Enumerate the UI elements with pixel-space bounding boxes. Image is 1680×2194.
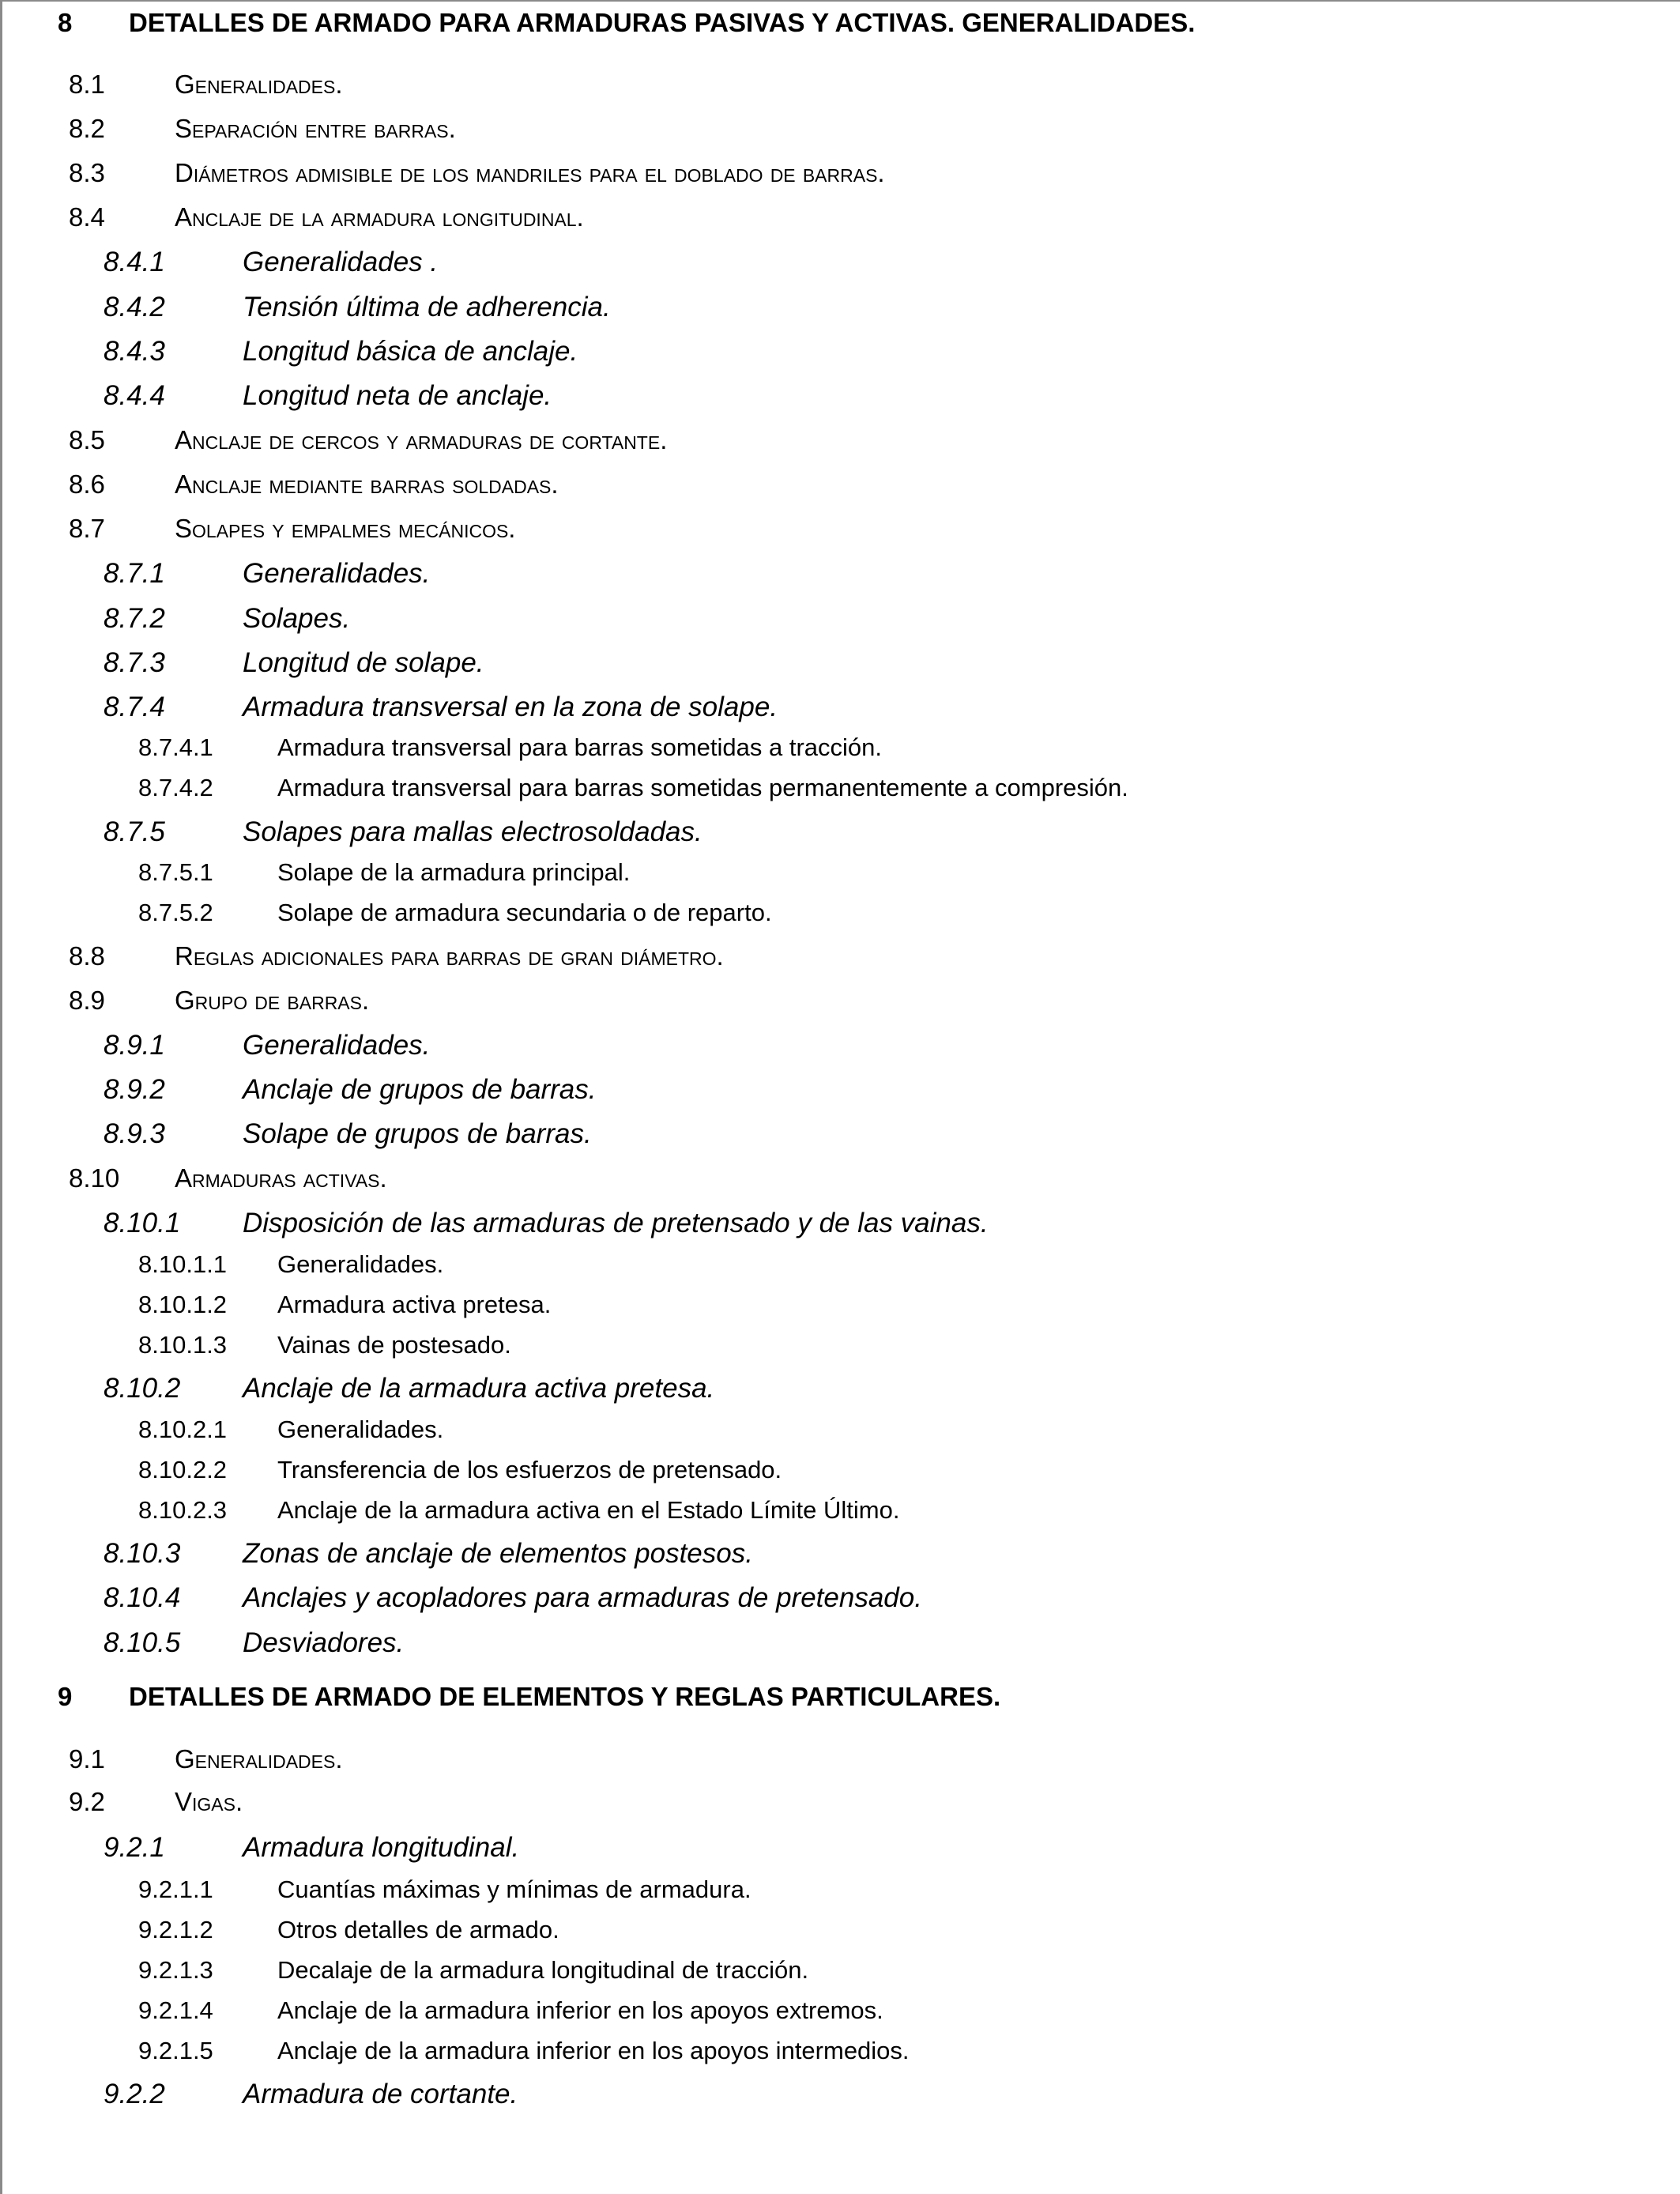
toc-entry-number: 8.4.1: [104, 247, 165, 277]
toc-entry-title: Reglas adicionales para barras de gran diámetro.: [175, 941, 724, 971]
toc-entry-number: 8.4.2: [104, 292, 165, 322]
toc-entry-title: Anclaje de la armadura longitudinal.: [175, 202, 584, 232]
toc-entry-number: 8.10.1.3: [138, 1331, 228, 1359]
toc-entry-title: Separación entre barras.: [175, 114, 456, 143]
toc-entry-title: Armadura transversal para barras sometidas a tracción.: [277, 733, 882, 761]
toc-entry-title: Diámetros admisible de los mandriles para el doblado de barras.: [175, 158, 885, 187]
toc-entry-number: 8.10.1: [104, 1208, 181, 1238]
toc-entry-number: 9.2.2: [104, 2079, 165, 2109]
toc-entry-number: 8.4.3: [104, 336, 165, 367]
toc-entry-number: 8.9.1: [104, 1030, 165, 1061]
toc-entry-number: 9.2: [69, 1787, 105, 1816]
toc-entry-title: Anclaje de la armadura inferior en los apoyos extremos.: [277, 1996, 883, 2024]
toc-entry-title: Vigas.: [175, 1787, 243, 1816]
toc-entry-title: Anclaje de la armadura activa en el Estado Límite Último.: [277, 1496, 900, 1524]
toc-entry-number: 8.4.4: [104, 380, 165, 411]
toc-entry-title: Generalidades.: [277, 1250, 444, 1278]
toc-entry-title: Desviadores.: [243, 1627, 405, 1658]
toc-entry-title: Armadura longitudinal.: [243, 1832, 520, 1863]
toc-entry-number: 8.1: [69, 70, 105, 99]
toc-entry-title: Decalaje de la armadura longitudinal de tracción.: [277, 1956, 809, 1984]
toc-entry-title: Anclaje de la armadura inferior en los apoyos intermedios.: [277, 2037, 910, 2064]
toc-entry-number: 8.9.2: [104, 1074, 165, 1105]
toc-entry-number: 9: [58, 1682, 73, 1711]
toc-entry-title: Tensión última de adherencia.: [243, 292, 611, 322]
toc-entry-title: Otros detalles de armado.: [277, 1916, 559, 1943]
toc-entry-number: 8.10: [69, 1163, 120, 1193]
toc-entry-number: 8.7.4: [104, 692, 165, 722]
toc-entry-number: 9.2.1.1: [138, 1875, 213, 1903]
toc-entry-number: 8.4: [69, 202, 105, 232]
toc-entry-number: 8.7.1: [104, 558, 165, 589]
toc-entry-number: 8.10.2.1: [138, 1416, 228, 1443]
toc-entry-number: 8.8: [69, 941, 105, 971]
toc-entry-title: Anclaje de la armadura activa pretesa.: [243, 1373, 715, 1404]
toc-entry-title: Generalidades .: [243, 247, 439, 277]
toc-entry-title: Armadura transversal para barras sometidas permanentemente a compresión.: [277, 774, 1128, 801]
toc-entry-number: 8.10.2.3: [138, 1496, 228, 1524]
toc-entry-number: 9.2.1.2: [138, 1916, 213, 1943]
toc-entry-title: Solape de la armadura principal.: [277, 858, 631, 886]
toc-entry-title: Generalidades.: [277, 1416, 444, 1443]
toc-entry-title: Solapes y empalmes mecánicos.: [175, 514, 516, 543]
toc-entry-number: 8.10.1.1: [138, 1250, 228, 1278]
toc-entry-title: Armaduras activas.: [175, 1163, 387, 1193]
toc-entry-title: Solape de armadura secundaria o de reparto.: [277, 899, 772, 926]
toc-entry-title: Anclajes y acopladores para armaduras de pretensado.: [243, 1582, 922, 1613]
toc-entry-number: 8.7.3: [104, 647, 165, 678]
toc-entry-title: Generalidades.: [243, 558, 431, 589]
toc-entry-number: 8.2: [69, 114, 105, 143]
toc-entry-title: Zonas de anclaje de elementos postesos.: [243, 1538, 753, 1569]
toc-entry-title: Solape de grupos de barras.: [243, 1118, 592, 1149]
toc-entry-title: Longitud básica de anclaje.: [243, 336, 578, 367]
toc-entry-number: 9.2.1.4: [138, 1996, 213, 2024]
toc-entry-number: 8.7.2: [104, 603, 165, 634]
toc-entry-number: 8.7: [69, 514, 105, 543]
toc-entry-number: 9.2.1.5: [138, 2037, 213, 2064]
toc-entry-number: 8.7.4.2: [138, 774, 213, 801]
toc-entry-number: 8.10.2.2: [138, 1456, 228, 1483]
toc-entry-number: 8.10.3: [104, 1538, 181, 1569]
toc-entry-title: Longitud de solape.: [243, 647, 484, 678]
toc-entry-title: Solapes para mallas electrosoldadas.: [243, 816, 703, 847]
toc-entry-title: Generalidades.: [175, 1744, 343, 1774]
toc-entry-title: Cuantías máximas y mínimas de armadura.: [277, 1875, 751, 1903]
toc-entry-title: DETALLES DE ARMADO DE ELEMENTOS Y REGLAS PARTICULARES.: [129, 1682, 1001, 1711]
toc-entry-number: 8.9: [69, 986, 105, 1015]
toc-entry-title: Armadura de cortante.: [243, 2079, 518, 2109]
toc-entry-number: 8.7.5.2: [138, 899, 213, 926]
toc-entry-number: 8.3: [69, 158, 105, 187]
toc-entry-number: 8.10.1.2: [138, 1291, 228, 1318]
toc-entry-title: Armadura activa pretesa.: [277, 1291, 552, 1318]
toc-entry-title: Generalidades.: [243, 1030, 431, 1061]
toc-entry-number: 8.5: [69, 425, 105, 454]
toc-entry-number: 8.6: [69, 469, 105, 499]
toc-entry-number: 8.9.3: [104, 1118, 165, 1149]
toc-entry-number: 8.10.4: [104, 1582, 181, 1613]
toc-entry-number: 8.10.5: [104, 1627, 181, 1658]
toc-entry-title: Armadura transversal en la zona de solape.: [243, 692, 778, 722]
toc-entry-number: 8: [58, 8, 73, 37]
toc-entry-title: Longitud neta de anclaje.: [243, 380, 552, 411]
toc-entry-title: Anclaje mediante barras soldadas.: [175, 469, 559, 499]
toc-entry-title: Disposición de las armaduras de pretensado y de las vainas.: [243, 1208, 989, 1238]
toc-entry-title: Grupo de barras.: [175, 986, 370, 1015]
toc-entry-number: 9.2.1.3: [138, 1956, 213, 1984]
toc-entry-number: 8.7.5.1: [138, 858, 213, 886]
toc-entry-title: Generalidades.: [175, 70, 343, 99]
toc-entry-title: Solapes.: [243, 603, 351, 634]
toc-entry-number: 9.2.1: [104, 1832, 165, 1863]
toc-entry-title: DETALLES DE ARMADO PARA ARMADURAS PASIVAS Y ACTIVAS. GENERALIDADES.: [129, 8, 1196, 37]
toc-entry-number: 9.1: [69, 1744, 105, 1774]
toc-entry-number: 8.7.4.1: [138, 733, 213, 761]
toc-entry-title: Anclaje de cercos y armaduras de cortante.: [175, 425, 668, 454]
toc-entry-title: Vainas de postesado.: [277, 1331, 511, 1359]
toc-entry-number: 8.7.5: [104, 816, 165, 847]
toc-entry-title: Transferencia de los esfuerzos de pretensado.: [277, 1456, 782, 1483]
toc-entry-number: 8.10.2: [104, 1373, 181, 1404]
toc-entry-title: Anclaje de grupos de barras.: [243, 1074, 597, 1105]
